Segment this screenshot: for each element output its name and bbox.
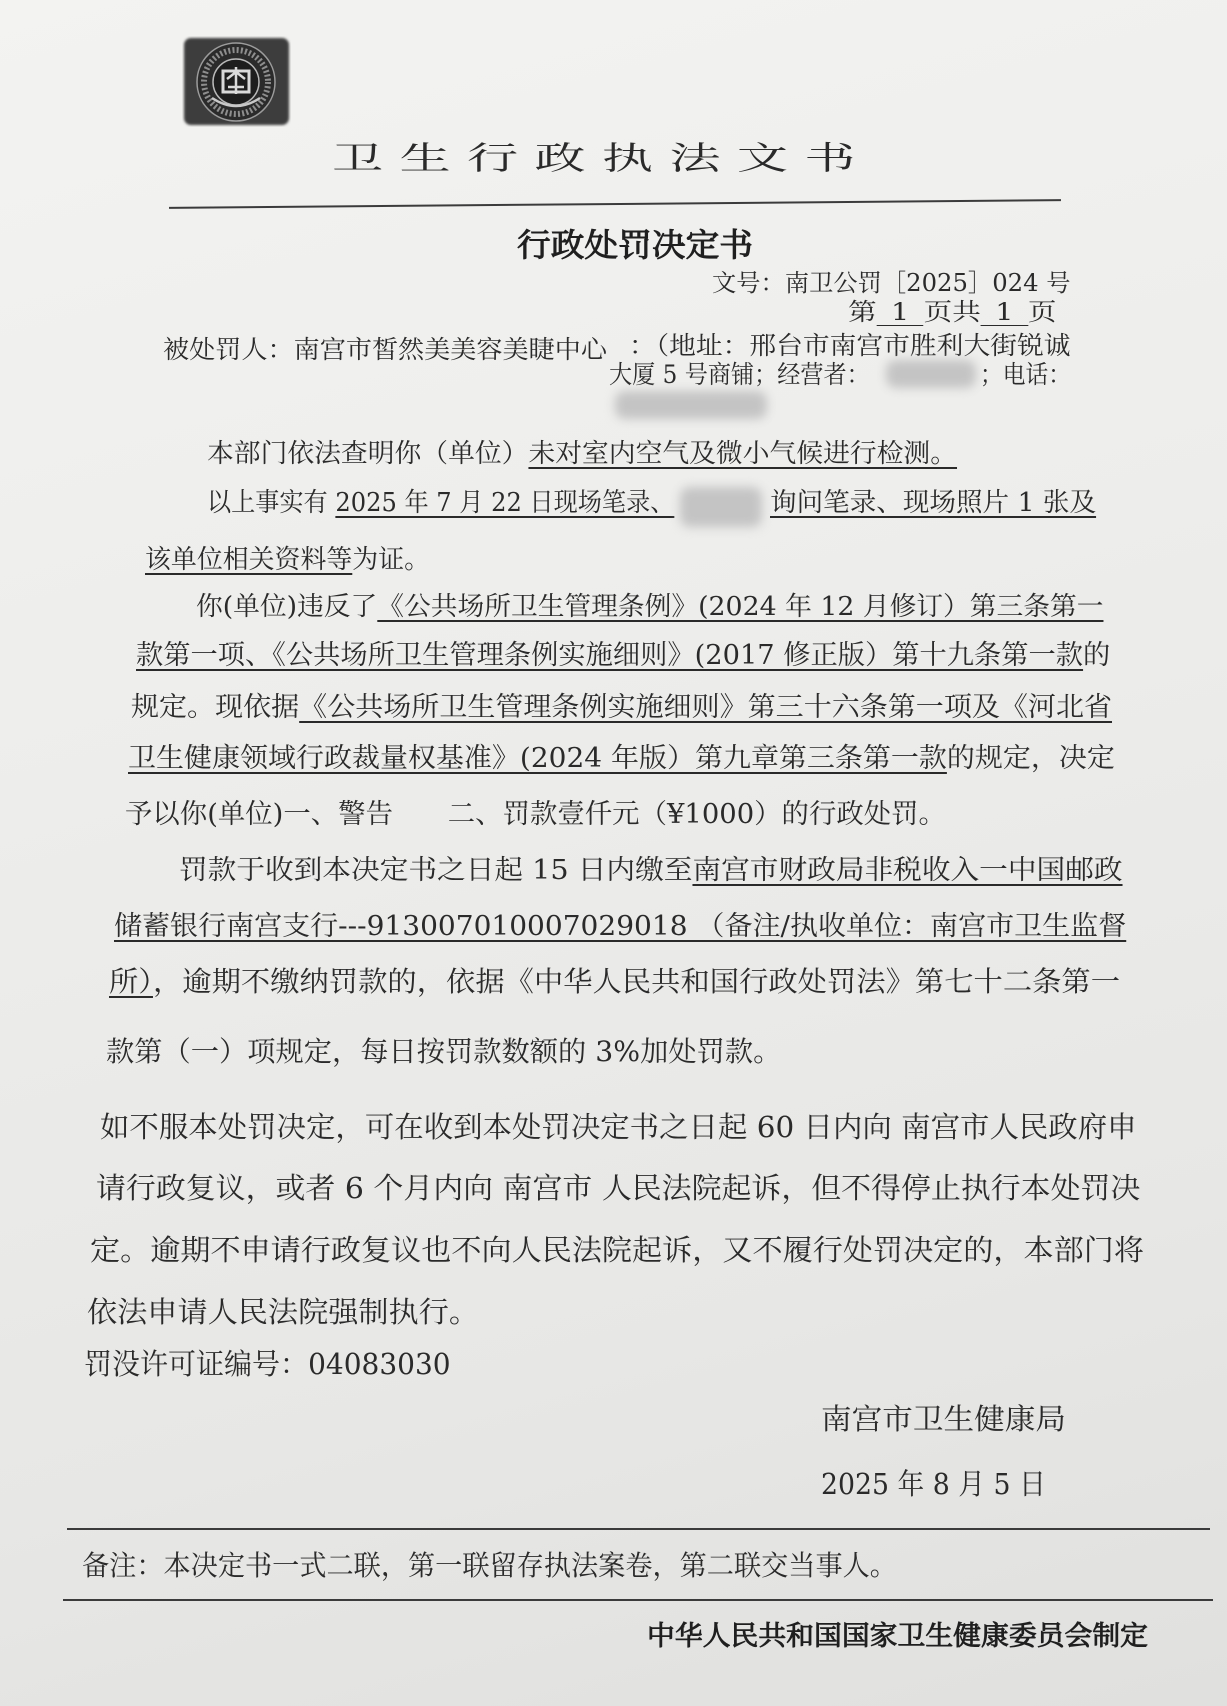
payment-line-3 [109,965,1121,998]
redacted-operator-name [886,360,976,388]
violation-line-3 [131,694,1112,721]
evidence-materials: 该单位相关资料等 [145,545,353,575]
appeal-line-1: 如不服本处罚决定，可在收到本处罚决定书之日起 60 日内向 南宫市人民政府申 [100,1110,1137,1144]
phone-label: ；电话： [980,360,1072,389]
note-bottom-rule [63,1599,1213,1601]
form-issuer-footer: 中华人民共和国国家卫生健康委员会制定 [647,1621,1149,1652]
violation-intro: 你(单位)违反了 [196,592,378,622]
basis-rules-ref: 《公共场所卫生管理条例实施细则》第三十六条第一项及《河北省 [299,692,1113,723]
document-number: 文号：南卫公罚［2025］024 号 [712,269,1071,297]
appeal-line-2: 请行政复议，或者 6 个月内向 南宫市 人民法院起诉，但不得停止执行本处罚决 [96,1171,1141,1205]
document-title: 行政处罚决定书 [517,226,754,264]
evidence-line-2 [145,547,430,573]
emblem-graphic [182,36,291,127]
health-supervision-emblem [182,36,291,127]
late-payment-clause: ，逾期不缴纳罚款的，依据《中华人民共和国行政处罚法》第七十二条第一 [152,965,1121,998]
page-prefix: 第 [848,298,877,326]
evidence-site-record: 2025 年 7 月 22 日现场笔录、 [335,488,675,518]
evidence-line-1b [770,490,1096,516]
license-number: 罚没许可证编号：04083030 [84,1347,451,1381]
violation-line-4-tail: 的规定，决定 [946,743,1115,774]
issue-date: 2025 年 8 月 5 日 [821,1467,1046,1501]
page-total: 1 [981,300,1028,326]
party-address-continued: 大厦 5 号商铺；经营者： [609,360,870,389]
violation-line-1 [196,594,1103,620]
violation-line-4 [128,745,1115,772]
appeal-line-3: 定。逾期不申请行政复议也不向人民法院起诉，又不履行处罚决定的，本部门将 [90,1233,1144,1267]
page-current: 1 [877,300,924,326]
penalty-warning: 予以你(单位)一、警告 [125,799,393,830]
evidence-intro: 以上事实有 [207,488,336,518]
payment-account-line: 储蓄银行南宫支行---913007010007029018 （备注/执收单位：南宫市卫生监督 [114,911,1127,942]
payment-payee: 南宫市财政局非税收入一中国邮政 [692,855,1123,886]
page-indicator [848,300,1056,326]
redacted-phone-number [615,391,767,419]
evidence-inquiry-photos: 询问笔录、现场照片 1 张及 [770,488,1097,518]
late-payment-surcharge: 款第（一）项规定，每日按罚款数额的 3%加处罚款。 [106,1035,782,1068]
note-top-rule [67,1528,1210,1530]
document-series-title: 卫 生 行 政 执 法 文 书 [332,139,856,177]
violation-regulation-ref: 《公共场所卫生管理条例》(2024 年 12 月修订）第三条第一 [377,592,1104,622]
payment-payee-end: 所） [109,965,153,998]
basis-intro: 规定。现依据 [131,692,300,723]
page-suffix: 页 [1027,298,1057,326]
findings-intro: 本部门依法查明你（单位） [207,439,529,469]
payment-line-1 [179,857,1123,884]
violation-line-2-tail: 的 [1083,640,1111,671]
redacted-person-name [680,487,762,527]
penalized-party-name: 被处罚人：南宫市皙然美美容美睫中心 [163,335,608,364]
party-address: ：（地址：邢台市南宫市胜利大街锐诚 [629,331,1071,360]
copies-note: 备注：本决定书一式二联，第一联留存执法案卷，第二联交当事人。 [82,1549,897,1582]
page-middle: 页共 [923,298,981,326]
findings-violation: 未对室内空气及微小气候进行检测。 [528,439,958,469]
evidence-closing: 为证。 [352,545,431,575]
header-rule [169,199,1061,209]
evidence-line-1a [207,490,674,516]
payment-intro: 罚款于收到本决定书之日起 15 日内缴至 [179,855,693,886]
penalty-decision-line [125,801,946,828]
violation-line-2 [136,642,1110,669]
findings-line [207,441,957,467]
basis-discretion-ref: 卫生健康领域行政裁量权基准》(2024 年版）第九章第三条第一款 [128,743,947,774]
appeal-line-4: 依法申请人民法院强制执行。 [87,1295,480,1329]
issuing-authority: 南宫市卫生健康局 [821,1402,1067,1436]
penalty-fine: 二、罚款壹仟元（¥1000）的行政处罚。 [447,799,946,830]
violation-rules-ref: 款第一项、《公共场所卫生管理条例实施细则》(2017 修正版）第十九条第一款 [136,640,1084,671]
